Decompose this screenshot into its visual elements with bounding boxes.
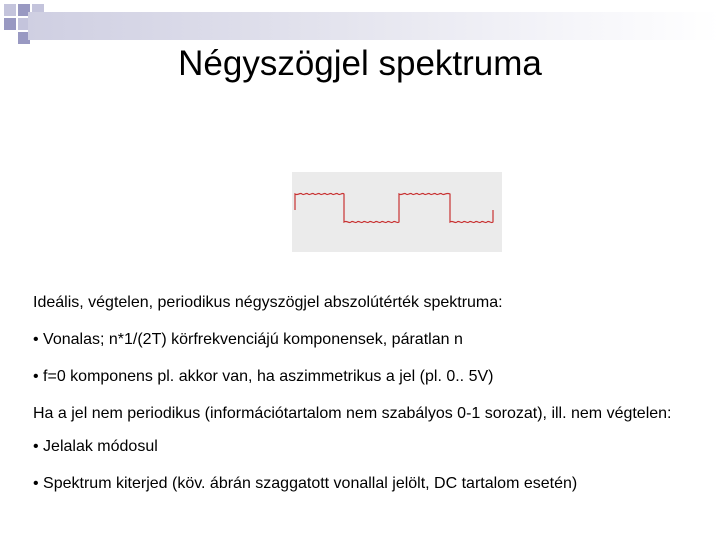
square-wave-line xyxy=(295,193,493,222)
bullet-item-spectrum-spreads: • Spektrum kiterjed (köv. ábrán szaggatott vonallal jelölt, DC tartalom esetén) xyxy=(33,475,578,492)
header-bar xyxy=(28,12,720,40)
slide-body xyxy=(33,293,693,511)
bullet-item-dc-component: • f=0 komponens pl. akkor van, ha aszimmetrikus a jel (pl. 0.. 5V) xyxy=(33,368,494,385)
nonperiodic-line: Ha a jel nem periodikus (információtartalom nem szabályos 0-1 sorozat), ill. nem végtelen: xyxy=(33,405,672,422)
bullet-item-line-spectrum: • Vonalas; n*1/(2T) körfrekvenciájú komponensek, páratlan n xyxy=(33,331,463,348)
square-wave-signal-plot xyxy=(292,172,502,252)
bullet-item-waveform-changes: • Jelalak módosul xyxy=(33,438,158,455)
intro-line: Ideális, végtelen, periodikus négyszögjel abszolútérték spektruma: xyxy=(33,294,503,311)
square-wave-figure xyxy=(292,172,502,252)
page-title: Négyszögjel spektruma xyxy=(178,44,542,83)
